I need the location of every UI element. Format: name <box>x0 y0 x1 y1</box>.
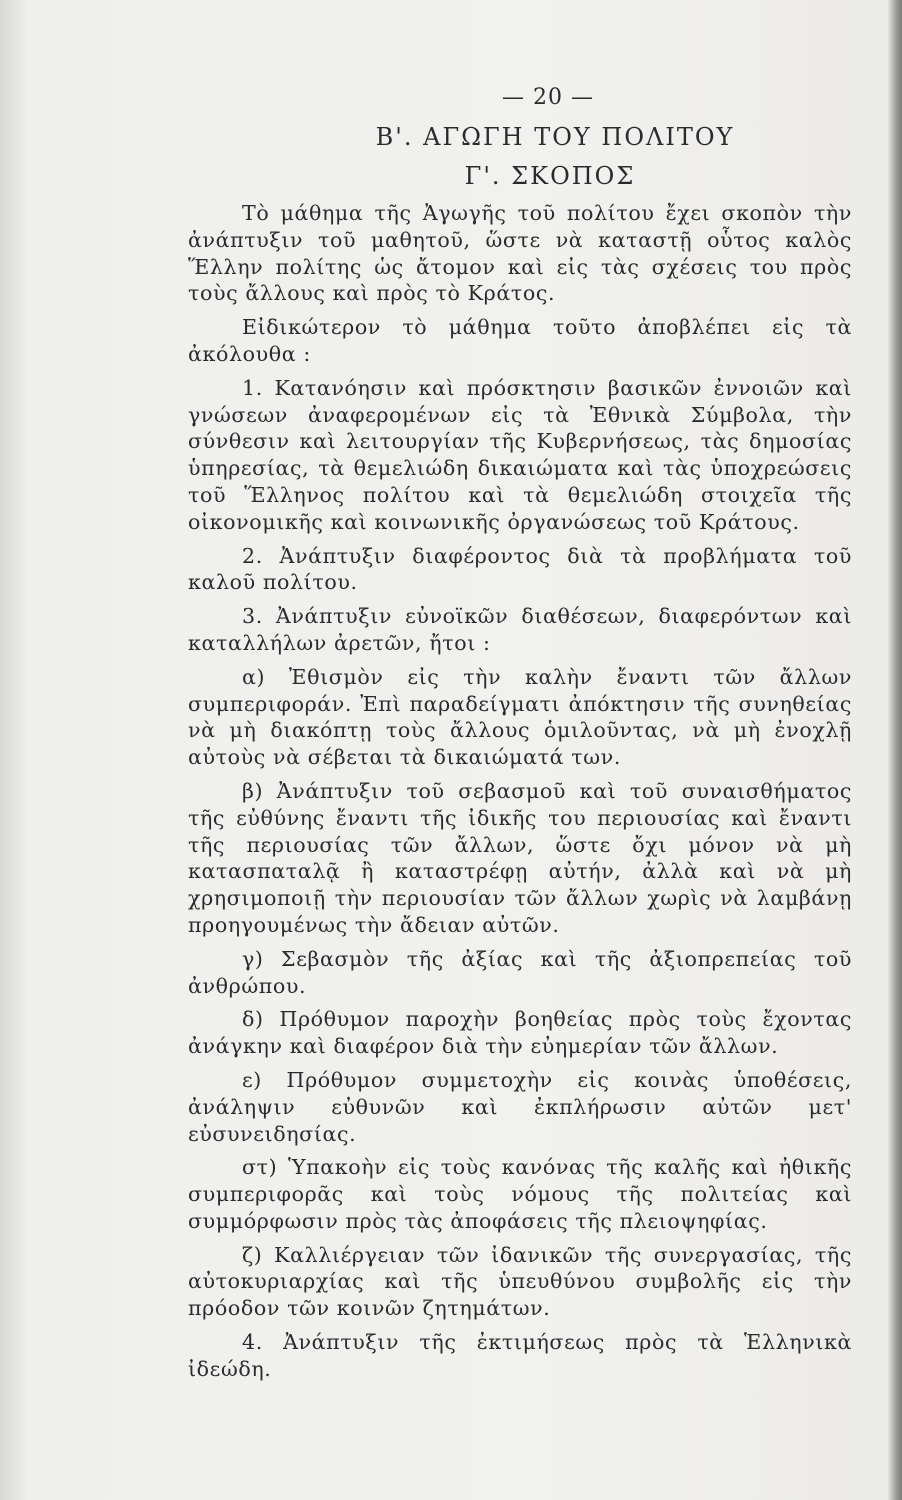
paragraph-specifically: Εἰδικώτερον τὸ μάθημα τοῦτο ἀποβλέπει εἰς τὰ ἀκόλουθα : <box>188 315 852 366</box>
page-text-block <box>188 78 852 1390</box>
page-binding-edge <box>888 0 902 1500</box>
paragraph-item-3a: α) Ἐθισμὸν εἰς τὴν καλὴν ἔναντι τῶν ἄλλων συμπεριφοράν. Ἐπὶ παραδείγματι ἀπόκτησιν τῆς συνηθείας νὰ μὴ διακόπτῃ τοὺς ἄλλους ὁμιλοῦντας, νὰ μὴ ἐνοχλῇ αὐτοὺς νὰ σέβεται τὰ δικαιώματά των. <box>188 664 852 770</box>
subsection-heading: Γ'. ΣΚΟΠΟΣ <box>464 162 636 190</box>
paragraph-item-3c: γ) Σεβασμὸν τῆς ἀξίας καὶ τῆς ἀξιοπρεπείας τοῦ ἀνθρώπου. <box>188 946 852 998</box>
paragraph-item-4: 4. Ἀνάπτυξιν τῆς ἐκτιμήσεως πρὸς τὰ Ἑλληνικὰ ἰδεώδη. <box>188 1330 852 1381</box>
paragraph-item-2: 2. Ἀνάπτυξιν διαφέροντος διὰ τὰ προβλήματα τοῦ καλοῦ πολίτου. <box>188 543 852 595</box>
paragraph-item-1: 1. Κατανόησιν καὶ πρόσκτησιν βασικῶν ἐννοιῶν καὶ γνώσεων ἀναφερομένων εἰς τὰ Ἐθνικὰ Σύμβολα, τὴν σύνθεσιν καὶ λειτουργίαν τῆς Κυβερνήσεως, τὰς δημοσίας ὑπηρεσίας, τὰ θεμελιώδη δικαιώματα καὶ τὰς ὑποχρεώσεις τοῦ Ἕλληνος πολίτου καὶ τὰ θεμελιώδη στοιχεῖα τῆς οἰκονομικῆς καὶ κοινωνικῆς ὀργανώσεως τοῦ Κράτους. <box>188 375 852 534</box>
paragraph-item-3: 3. Ἀνάπτυξιν εὐνοϊκῶν διαθέσεων, διαφερόντων καὶ καταλλήλων ἀρετῶν, ἤτοι : <box>188 604 852 655</box>
paragraph-item-3e: ε) Πρόθυμον συμμετοχὴν εἰς κοινὰς ὑποθέσεις, ἀνάληψιν εὐθυνῶν καὶ ἐκπλήρωσιν αὐτῶν μετ' εὐσυνειδησίας. <box>188 1067 852 1146</box>
page-number: — 20 — <box>502 85 594 110</box>
paragraph-item-3b: β) Ἀνάπτυξιν τοῦ σεβασμοῦ καὶ τοῦ συναισθήματος τῆς εὐθύνης ἔναντι τῆς ἰδικῆς του περιουσίας καὶ ἔναντι τῆς περιουσίας τῶν ἄλλων, ὥστε ὄχι μόνον νὰ μὴ κατασπαταλᾷ ἢ καταστρέφῃ αὐτήν, ἀλλὰ καὶ νὰ μὴ χρησιμοποιῇ τὴν περιουσίαν τῶν ἄλλων χωρὶς νὰ λαμβάνῃ προηγουμένως τὴν ἄδειαν αὐτῶν. <box>188 778 852 937</box>
paragraph-purpose: Τὸ μάθημα τῆς Ἀγωγῆς τοῦ πολίτου ἔχει σκοπὸν τὴν ἀνάπτυξιν τοῦ μαθητοῦ, ὥστε νὰ καταστῇ οὗτος καλὸς Ἕλλην πολίτης ὡς ἄτομον καὶ εἰς τὰς σχέσεις του πρὸς τοὺς ἄλλους καὶ πρὸς τὸ Κράτος. <box>188 201 852 306</box>
paragraph-item-3d: δ) Πρόθυμον παροχὴν βοηθείας πρὸς τοὺς ἔχοντας ἀνάγκην καὶ διαφέρον διὰ τὴν εὐημερίαν τῶν ἄλλων. <box>188 1007 852 1059</box>
paragraph-item-3st: στ) Ὑπακοὴν εἰς τοὺς κανόνας τῆς καλῆς καὶ ἠθικῆς συμπεριφορᾶς καὶ τοὺς νόμους τῆς πολιτείας καὶ συμμόρφωσιν πρὸς τὰς ἀποφάσεις τῆς πλειοψηφίας. <box>188 1155 852 1233</box>
paragraph-item-3z: ζ) Καλλιέργειαν τῶν ἰδανικῶν τῆς συνεργασίας, τῆς αὐτοκυριαρχίας καὶ τῆς ὑπευθύνου συμβολῆς εἰς τὴν πρόοδον τῶν κοινῶν ζητημάτων. <box>188 1242 852 1321</box>
section-heading: Β'. ΑΓΩΓΗ ΤΟΥ ΠΟΛΙΤΟΥ <box>375 123 735 151</box>
